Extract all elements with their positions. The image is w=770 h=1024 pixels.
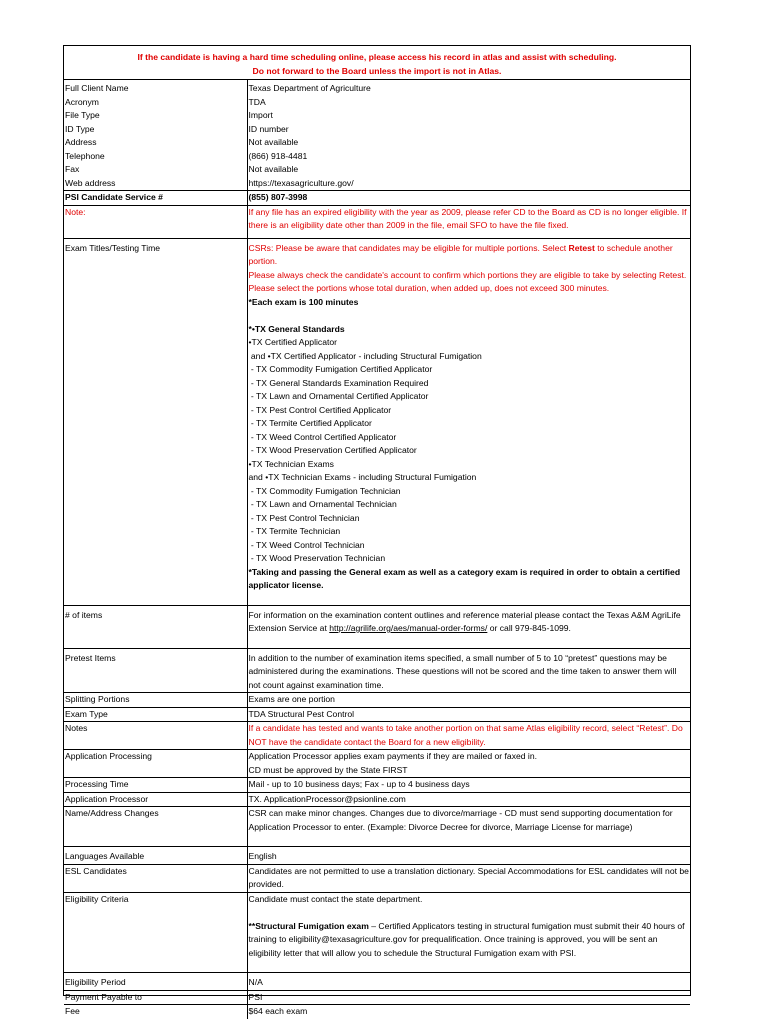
label: Payment Payable to <box>64 990 247 1005</box>
label: Pretest Items <box>64 648 247 693</box>
label: Notes <box>64 722 247 750</box>
row-splitting <box>64 693 690 708</box>
value: Mail - up to 10 business days; Fax - up to 4 business days <box>247 778 690 793</box>
row-file-type <box>64 109 690 123</box>
csr-note-text: CSRs: Please be aware that candidates may be eligible for multiple portions. Select <box>248 242 569 253</box>
exam-list-item: •TX Certified Applicator <box>248 337 338 347</box>
row-app-processing <box>64 750 690 778</box>
retest-word: Retest <box>568 242 595 253</box>
row-full-client-name <box>64 80 690 96</box>
value: https://texasagriculture.gov/ <box>248 177 354 188</box>
exam-list-item: - TX Termite Technician <box>248 526 341 536</box>
exam-list-item: - TX Lawn and Ornamental Certified Applicator <box>248 391 429 401</box>
row-num-items <box>64 605 690 648</box>
label: ID Type <box>64 123 247 137</box>
exam-list-item: - TX General Standards Examination Required <box>248 377 429 388</box>
exam-list-item: - TX Termite Certified Applicator <box>248 418 372 428</box>
exam-list-item: - TX Pest Control Technician <box>248 512 360 523</box>
banner-line-1: If the candidate is having a hard time scheduling online, please access his record in atlas and assist with scheduling. <box>137 52 617 62</box>
value: (855) 807-3998 <box>247 191 690 206</box>
row-languages <box>64 847 690 865</box>
label: Acronym <box>64 96 247 110</box>
row-psi-service <box>64 191 690 206</box>
label: Application Processor <box>64 792 247 807</box>
value: Import <box>248 110 273 120</box>
value: Candidates are not permitted to use a translation dictionary. Special Accommodations for ESL candidates will not be provided. <box>247 864 690 892</box>
row-notes <box>64 722 690 750</box>
eligibility-criteria-text: Candidate must contact the state department. <box>248 893 423 904</box>
exam-list-item: - TX Lawn and Ornamental Technician <box>248 499 397 509</box>
exam-list-item: - TX Weed Control Certified Applicator <box>248 431 397 442</box>
label: # of items <box>64 605 247 648</box>
value: TDA <box>248 96 266 107</box>
value: $64 each exam <box>247 1005 690 1019</box>
check-note: Please always check the candidate's account to confirm which portions they are eligible to take by selecting Retest. Please select the portions whose total duration, when added up, does not exceed 300 minutes. <box>248 269 687 293</box>
exam-list <box>249 336 691 566</box>
label: Address <box>64 136 247 150</box>
value: If a candidate has tested and wants to take another portion on that same Atlas eligibility record, select “Retest”. Do NOT have the candidate contact the Board for a new eligibility. <box>247 722 690 750</box>
exam-titles-content <box>247 238 690 605</box>
csr-note <box>249 242 691 269</box>
row-id-type <box>64 123 690 137</box>
label: PSI Candidate Service # <box>64 191 247 206</box>
client-info-table <box>64 80 690 1019</box>
row-exam-titles <box>64 238 690 605</box>
label: Full Client Name <box>64 80 247 96</box>
label: Telephone <box>64 150 247 164</box>
fumigation-title: **Structural Fumigation exam <box>248 920 369 931</box>
num-items-text: For information on the examination content outlines and reference material please contact the Texas A&M AgriLife Extension Service at <box>248 609 681 633</box>
exam-list-item: - TX Wood Preservation Certified Applicator <box>248 445 417 455</box>
agrilife-link[interactable]: http://agrilife.org/aes/manual-order-forms/ <box>329 623 488 633</box>
row-telephone <box>64 150 690 164</box>
value: Texas Department of Agriculture <box>248 83 371 93</box>
value: (866) 918-4481 <box>248 150 308 161</box>
value: Exams are one portion <box>247 693 690 708</box>
exam-list-item: - TX Pest Control Certified Applicator <box>248 404 392 415</box>
fumigation-note <box>249 920 691 961</box>
label: Name/Address Changes <box>64 807 247 847</box>
value: TX. ApplicationProcessor@psionline.com <box>247 792 690 807</box>
row-pretest <box>64 648 690 693</box>
value: In addition to the number of examination items specified, a small number of 5 to 10 “pretest” questions may be administered during the examinations. These questions will not be scored and the time taken to answer them will not count against examination time. <box>247 648 690 693</box>
value: Not available <box>248 137 299 147</box>
label: Note: <box>64 205 247 238</box>
label: Fee <box>64 1005 247 1019</box>
label: Web address <box>64 177 247 191</box>
value: If any file has an expired eligibility with the year as 2009, please refer CD to the Board as CD is no longer eligible. If there is an eligibility date other than 2009 in the file, email SFO to have the file fixed. <box>247 205 690 238</box>
value <box>247 750 690 778</box>
label: Processing Time <box>64 778 247 793</box>
value: English <box>247 847 690 865</box>
value: N/A <box>247 973 690 991</box>
row-fax <box>64 163 690 177</box>
row-acronym <box>64 96 690 110</box>
value: PSI <box>247 990 690 1005</box>
row-fee <box>64 1005 690 1019</box>
row-note <box>64 205 690 238</box>
exam-list-item: - TX Weed Control Technician <box>248 539 365 550</box>
label: Splitting Portions <box>64 693 247 708</box>
value: TDA Structural Pest Control <box>247 707 690 722</box>
warning-banner <box>64 46 690 80</box>
csr-note-end: to schedule another portion. <box>248 242 673 266</box>
app-processing-line-2: CD must be approved by the State FIRST <box>248 764 408 775</box>
label: ESL Candidates <box>64 864 247 892</box>
exam-list-item: - TX Commodity Fumigation Certified Applicator <box>248 364 433 374</box>
row-esl <box>64 864 690 892</box>
value: Not available <box>248 164 299 174</box>
row-eligibility-criteria <box>64 892 690 973</box>
exam-list-item: - TX Commodity Fumigation Technician <box>248 485 401 496</box>
value <box>247 892 690 973</box>
row-address <box>64 136 690 150</box>
value: ID number <box>248 123 289 134</box>
label: File Type <box>64 109 247 123</box>
license-requirement: *Taking and passing the General exam as well as a category exam is required in order to obtain a certified applicator license. <box>248 566 681 590</box>
exam-duration: *Each exam is 100 minutes <box>248 296 359 307</box>
app-processing-line-1: Application Processor applies exam payments if they are mailed or faxed in. <box>248 751 538 761</box>
num-items-phone: or call 979-845-1099. <box>487 623 571 633</box>
label: Eligibility Criteria <box>64 892 247 973</box>
label: Languages Available <box>64 847 247 865</box>
fumigation-text: – Certified Applicators testing in structural fumigation must submit their 40 hours of training to eligibility@texasagriculture.gov for prequalification. Once training is approved, you will be sent an eligibility letter that will allow you to schedule the Structural Fumigation exam with PSI. <box>248 920 685 958</box>
row-web-address <box>64 177 690 191</box>
label: Application Processing <box>64 750 247 778</box>
exam-list-item: •TX Technician Exams <box>248 458 334 469</box>
row-name-changes <box>64 807 690 847</box>
info-sheet <box>63 45 691 1016</box>
row-app-processor <box>64 792 690 807</box>
exam-list-item: and •TX Technician Exams - including Structural Fumigation <box>248 472 477 482</box>
label: Exam Type <box>64 707 247 722</box>
value: CSR can make minor changes. Changes due to divorce/marriage - CD must send supporting documentation for Application Processor to enter. (Example: Divorce Decree for divorce, Marriage License for marriage) <box>247 807 690 847</box>
row-processing-time <box>64 778 690 793</box>
row-exam-type <box>64 707 690 722</box>
value <box>247 605 690 648</box>
exam-list-item: - TX Wood Preservation Technician <box>248 553 386 563</box>
label: Eligibility Period <box>64 973 247 991</box>
general-standards-header: *•TX General Standards <box>248 323 345 334</box>
banner-line-2: Do not forward to the Board unless the import is not in Atlas. <box>252 65 502 76</box>
row-payment-payable <box>64 990 690 1005</box>
label: Exam Titles/Testing Time <box>64 238 247 605</box>
row-eligibility-period <box>64 973 690 991</box>
exam-list-item: and •TX Certified Applicator - including Structural Fumigation <box>248 350 482 361</box>
label: Fax <box>64 163 247 177</box>
